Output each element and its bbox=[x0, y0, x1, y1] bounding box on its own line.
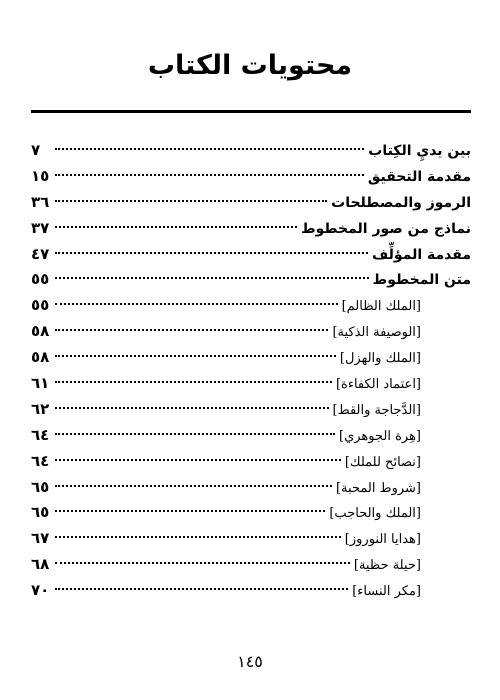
toc-entry-page: ٦٨ bbox=[31, 555, 50, 574]
toc-entry-page: ٧٠ bbox=[31, 581, 50, 600]
toc-entry bbox=[31, 164, 471, 190]
toc-entry-page: ٥٥ bbox=[31, 270, 50, 289]
dot-leader bbox=[55, 407, 329, 409]
dot-leader bbox=[55, 148, 364, 150]
toc-subentry bbox=[31, 552, 471, 578]
toc-entry-page: ٣٧ bbox=[31, 218, 50, 237]
toc-entry-page: ٦٤ bbox=[31, 451, 50, 470]
toc-entry-title: [الدَّجاجة والقط] bbox=[332, 402, 421, 418]
toc-entry-title: [الملك والهزل] bbox=[339, 351, 421, 367]
toc-entry-page: ٦٥ bbox=[31, 477, 50, 496]
dot-leader bbox=[55, 174, 364, 176]
toc-subentry bbox=[31, 449, 471, 475]
toc-subentry bbox=[31, 423, 471, 449]
toc-entry-title: متن المخطوط bbox=[372, 272, 471, 289]
toc-entry-title: الرموز والمصطلحات bbox=[331, 194, 471, 211]
toc-subentry bbox=[31, 319, 471, 345]
toc-subentry bbox=[31, 526, 471, 552]
dot-leader bbox=[55, 226, 297, 228]
toc-subentry bbox=[31, 397, 471, 423]
toc-entry-title: [هِرة الجوهري] bbox=[339, 428, 421, 444]
toc-entry-page: ٥٨ bbox=[31, 348, 50, 367]
toc-entry-page: ٦١ bbox=[31, 374, 50, 393]
toc-entry-title: [الوصيفة الذكية] bbox=[332, 325, 421, 341]
page-number: ١٤٥ bbox=[237, 652, 263, 671]
toc-entry-title: نماذج من صور المخطوط bbox=[301, 220, 471, 237]
toc-entry-title: [شروط المحبة] bbox=[335, 480, 421, 496]
toc-subentry bbox=[31, 475, 471, 501]
toc-entry-page: ٦٧ bbox=[31, 529, 50, 548]
dot-leader bbox=[55, 355, 336, 357]
toc-entry-page: ٣٦ bbox=[31, 192, 50, 211]
page-title: محتويات الكتاب bbox=[147, 50, 353, 81]
dot-leader bbox=[55, 510, 325, 512]
toc-subentry bbox=[31, 500, 471, 526]
toc-entry-title: [مكر النساء] bbox=[352, 584, 421, 600]
title-divider bbox=[31, 110, 471, 113]
dot-leader bbox=[55, 200, 327, 202]
toc-entry-title: بين يديِ الكِتاب bbox=[368, 143, 471, 159]
toc-entry-title: مقدمة التحقيق bbox=[367, 168, 471, 185]
toc-entry-title: [هدايا النوروز] bbox=[344, 532, 421, 548]
toc-entry-page: ٦٥ bbox=[31, 503, 50, 522]
toc-entry-title: مقدمة المؤلِّف bbox=[371, 246, 471, 263]
dot-leader bbox=[55, 433, 335, 435]
dot-leader bbox=[55, 277, 369, 279]
dot-leader bbox=[55, 536, 341, 538]
toc-subentry bbox=[31, 578, 471, 604]
toc-subentry bbox=[31, 371, 471, 397]
toc-entry-page: ٤٧ bbox=[31, 244, 50, 263]
dot-leader bbox=[55, 562, 350, 564]
toc-entry bbox=[31, 267, 471, 293]
toc-entry-page: ٥٨ bbox=[31, 322, 50, 341]
toc-entry-page: ٦٢ bbox=[31, 399, 50, 418]
toc-entry-page: ٧ bbox=[31, 141, 41, 159]
dot-leader bbox=[55, 329, 328, 331]
toc-entry-title: [الملك الظالم] bbox=[341, 299, 421, 315]
dot-leader bbox=[55, 381, 332, 383]
dot-leader bbox=[55, 485, 332, 487]
dot-leader bbox=[55, 588, 348, 590]
toc-entry-title: [اعتماد الكفاءة] bbox=[335, 377, 421, 393]
toc-entry-page: ٥٥ bbox=[31, 296, 50, 315]
dot-leader bbox=[55, 252, 368, 254]
toc-entry bbox=[31, 190, 471, 216]
toc-entry bbox=[31, 138, 471, 164]
toc-entry-page: ١٥ bbox=[31, 166, 50, 185]
dot-leader bbox=[55, 459, 341, 461]
dot-leader bbox=[55, 303, 338, 305]
toc-entry-title: [نصائح للملك] bbox=[344, 454, 421, 470]
toc-subentry bbox=[31, 293, 471, 319]
toc-entry bbox=[31, 242, 471, 268]
table-of-contents bbox=[31, 138, 471, 604]
toc-entry bbox=[31, 216, 471, 242]
toc-entry-page: ٦٤ bbox=[31, 425, 50, 444]
toc-subentry bbox=[31, 345, 471, 371]
toc-entry-title: [الملك والحاجب] bbox=[329, 506, 421, 522]
toc-entry-title: [حيلة حظية] bbox=[353, 558, 421, 574]
